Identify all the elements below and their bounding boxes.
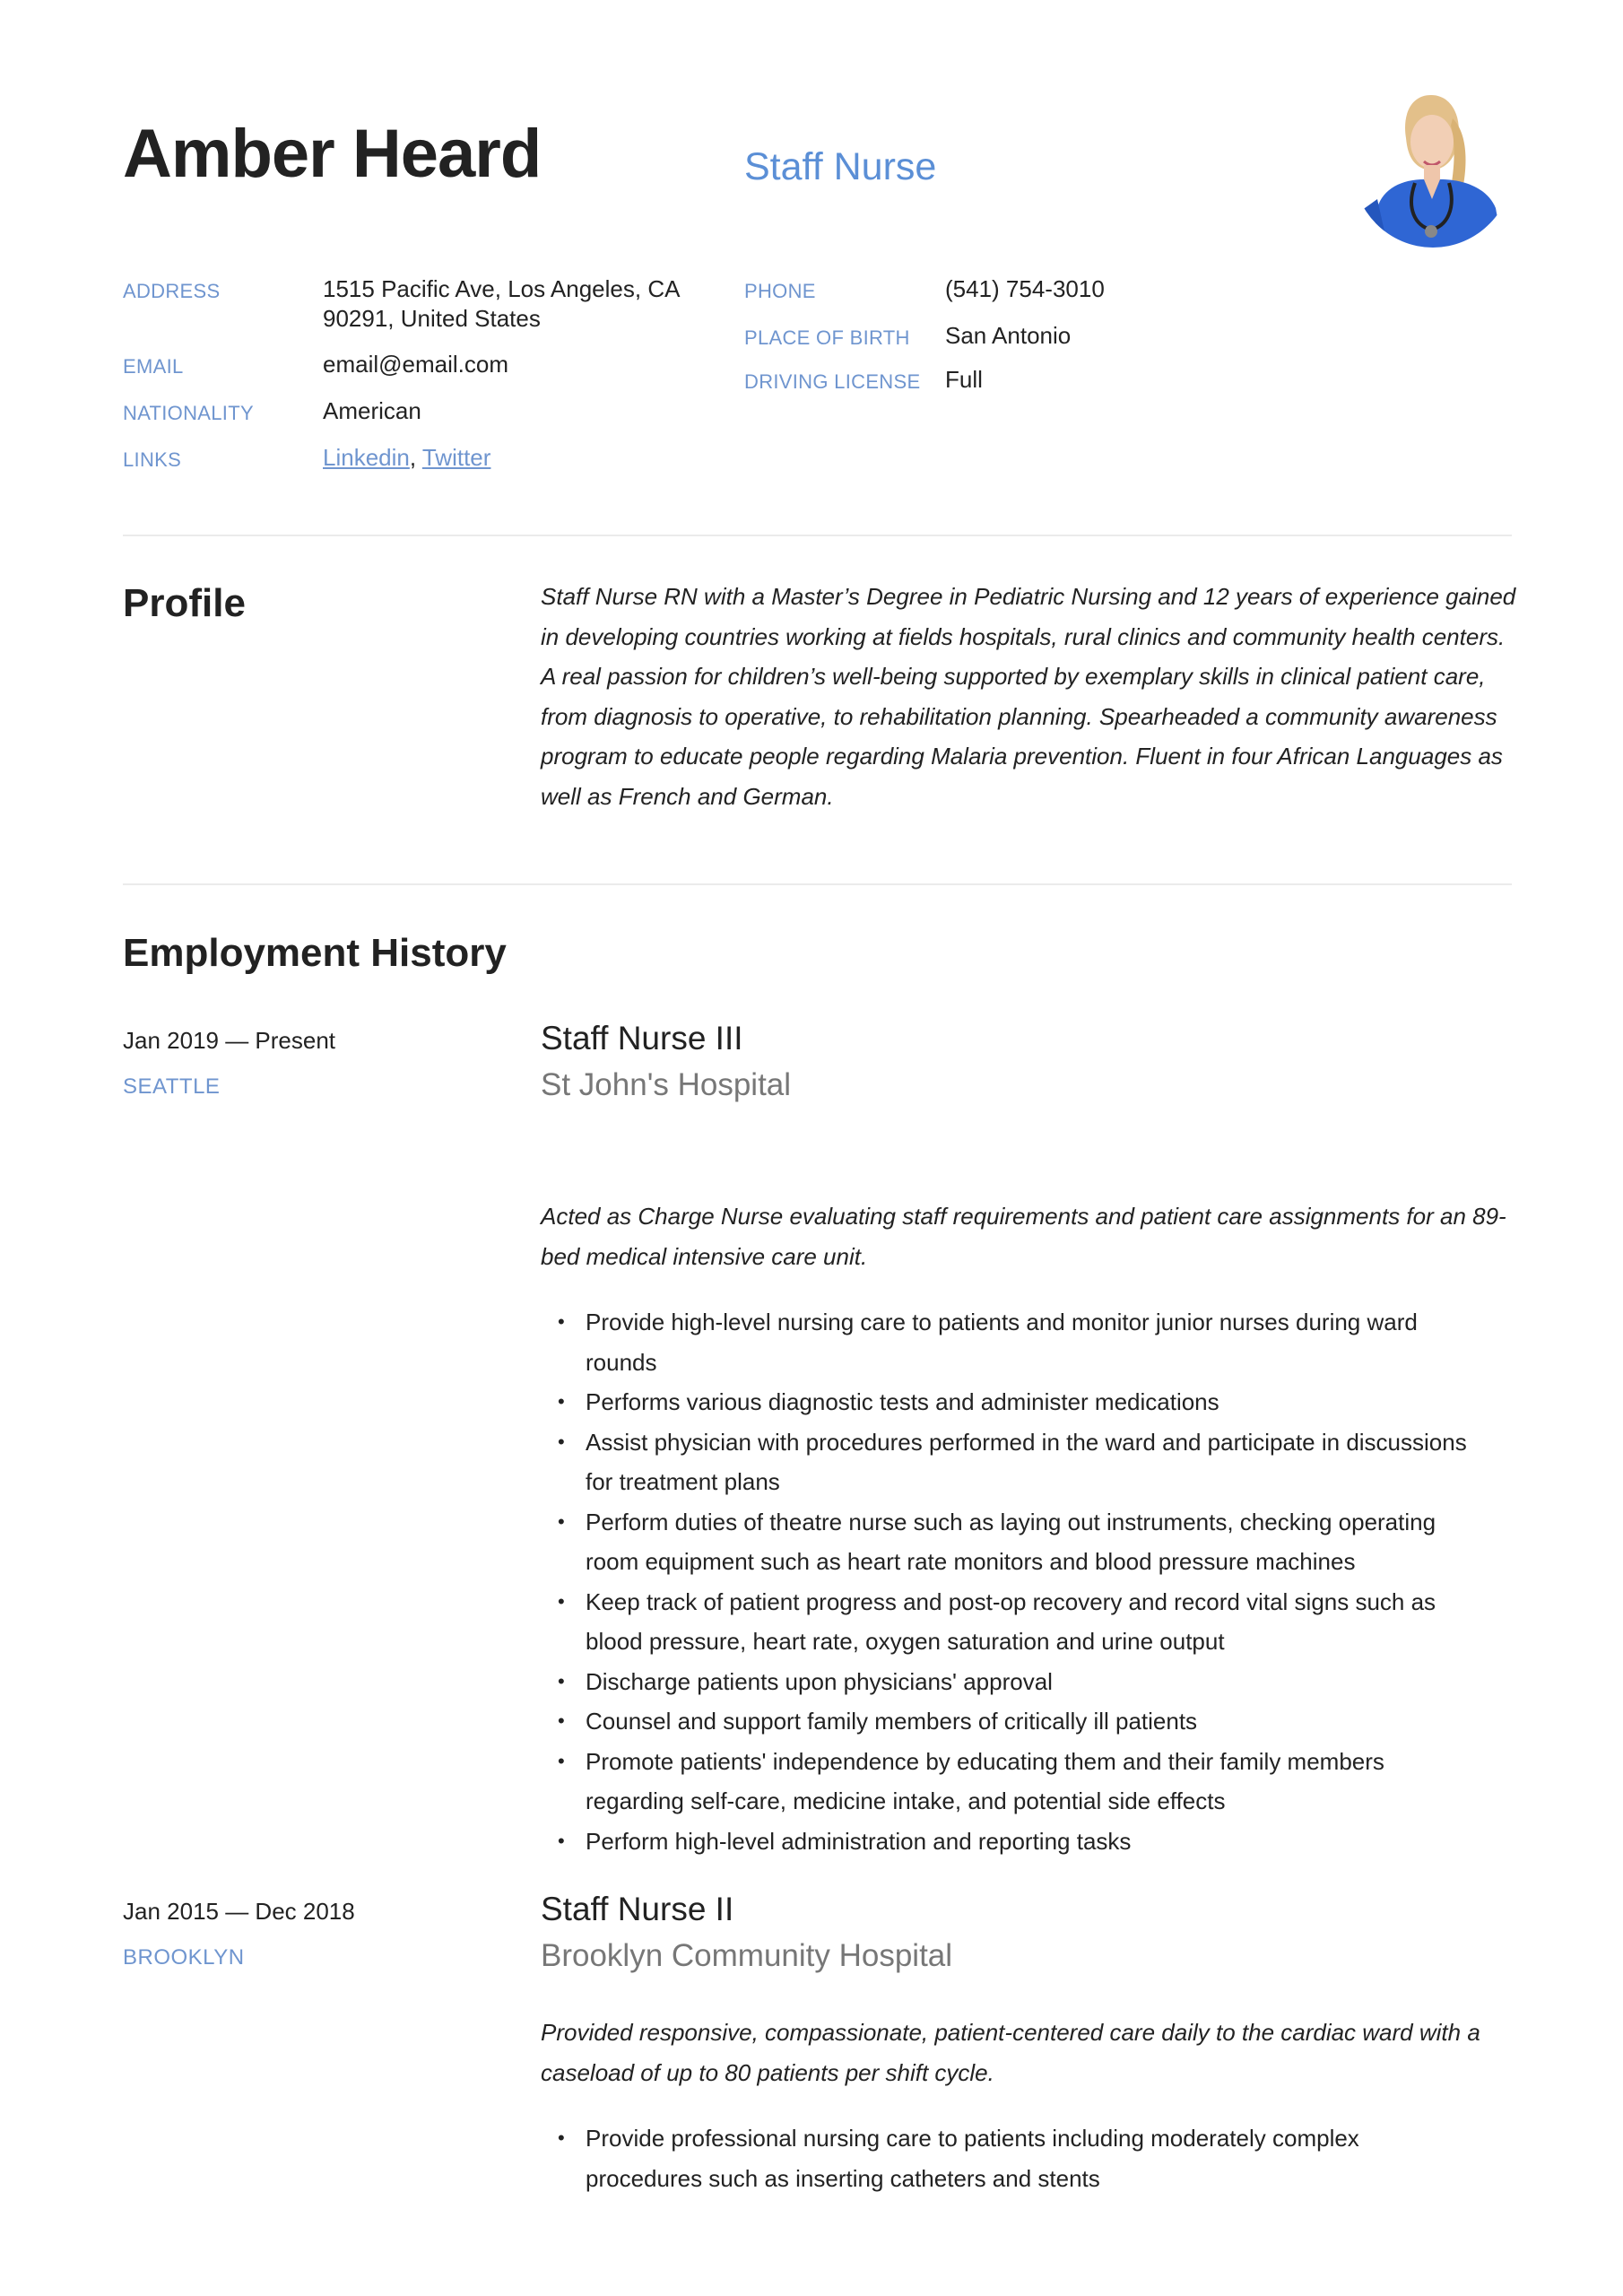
- links-label: LINKS: [123, 448, 182, 471]
- phone-value: (541) 754-3010: [945, 275, 1105, 302]
- job-bullet-list: [541, 2118, 1482, 2198]
- links-separator: ,: [409, 444, 417, 471]
- list-item: • Performs various diagnostic tests and administer medications: [558, 1388, 1219, 1415]
- address-value: 1515 Pacific Ave, Los Angeles, CA 90291, United States: [323, 275, 680, 332]
- list-item: • Keep track of patient progress and post-op recovery and record vital signs such as blood pressure, heart rate, oxygen saturation and urine output: [558, 1587, 1436, 1655]
- list-item: • Provide professional nursing care to patients including moderately complex procedures such as inserting catheters and stents: [558, 2125, 1359, 2192]
- job-employer: St John's Hospital: [541, 1067, 792, 1102]
- linkedin-link[interactable]: Linkedin: [323, 444, 410, 471]
- job-summary: Acted as Charge Nurse evaluating staff requirements and patient care assignments for an 89-bed medical intensive care unit.: [541, 1203, 1506, 1270]
- list-item: • Provide high-level nursing care to patients and monitor junior nurses during ward rounds: [558, 1309, 1418, 1376]
- list-item: • Counsel and support family members of critically ill patients: [558, 1708, 1198, 1735]
- place-of-birth-label: PLACE OF BIRTH: [744, 326, 910, 349]
- job-summary: Provided responsive, compassionate, patient-centered care daily to the cardiac ward with a caseload of up to 80 patients per shift cycle.: [541, 2019, 1480, 2086]
- nationality-value: American: [323, 397, 421, 424]
- twitter-link[interactable]: Twitter: [421, 444, 491, 471]
- list-item: • Promote patients' independence by educating them and their family members regarding self-care, medicine intake, and potential side effects: [558, 1747, 1384, 1814]
- profile-text: Staff Nurse RN with a Master’s Degree in Pediatric Nursing and 12 years of experience gained in developing countries working at fields hospitals, rural clinics and community health centers. A real passion for children’s well-being supported by exemplary skills in clinical patient care, from diagnosis to operative, to rehabilitation planning. Spearheaded a community awareness program to educate people regarding Malaria prevention. Fluent in four African Languages as well as French and German.: [541, 583, 1516, 810]
- profile-heading: Profile: [123, 581, 246, 625]
- list-item: • Perform high-level administration and reporting tasks: [558, 1827, 1132, 1855]
- list-item: • Discharge patients upon physicians' approval: [558, 1667, 1053, 1695]
- candidate-name: Amber Heard: [123, 116, 542, 192]
- place-of-birth-value: San Antonio: [945, 322, 1072, 349]
- job-employer: Brooklyn Community Hospital: [541, 1938, 953, 1973]
- driving-license-label: DRIVING LICENSE: [744, 370, 921, 393]
- address-label: ADDRESS: [123, 280, 221, 302]
- job-title: Staff Nurse: [744, 145, 937, 188]
- job-title-entry: Staff Nurse II: [541, 1891, 734, 1927]
- driving-license-value: Full: [945, 366, 983, 393]
- job-bullet-list: [541, 1302, 1482, 1861]
- list-item: • Perform duties of theatre nurse such as laying out instruments, checking operating room equipment such as heart rate monitors and blood pressure machines: [558, 1508, 1436, 1575]
- nationality-label: NATIONALITY: [123, 402, 254, 424]
- job-title-entry: Staff Nurse III: [541, 1020, 743, 1057]
- section-divider: [123, 535, 1512, 536]
- job-city: BROOKLYN: [123, 1945, 245, 1970]
- phone-label: PHONE: [744, 280, 816, 302]
- list-item: • Assist physician with procedures performed in the ward and participate in discussions for treatment plans: [558, 1428, 1467, 1495]
- email-value: email@email.com: [323, 351, 508, 378]
- employment-heading: Employment History: [123, 931, 507, 975]
- nurse-portrait-icon: [1352, 83, 1514, 248]
- section-divider: [123, 883, 1512, 885]
- job-dates: Jan 2019 — Present: [123, 1027, 336, 1054]
- email-label: EMAIL: [123, 355, 184, 378]
- links-value: [323, 443, 490, 473]
- job-dates: Jan 2015 — Dec 2018: [123, 1898, 355, 1925]
- job-city: SEATTLE: [123, 1074, 221, 1099]
